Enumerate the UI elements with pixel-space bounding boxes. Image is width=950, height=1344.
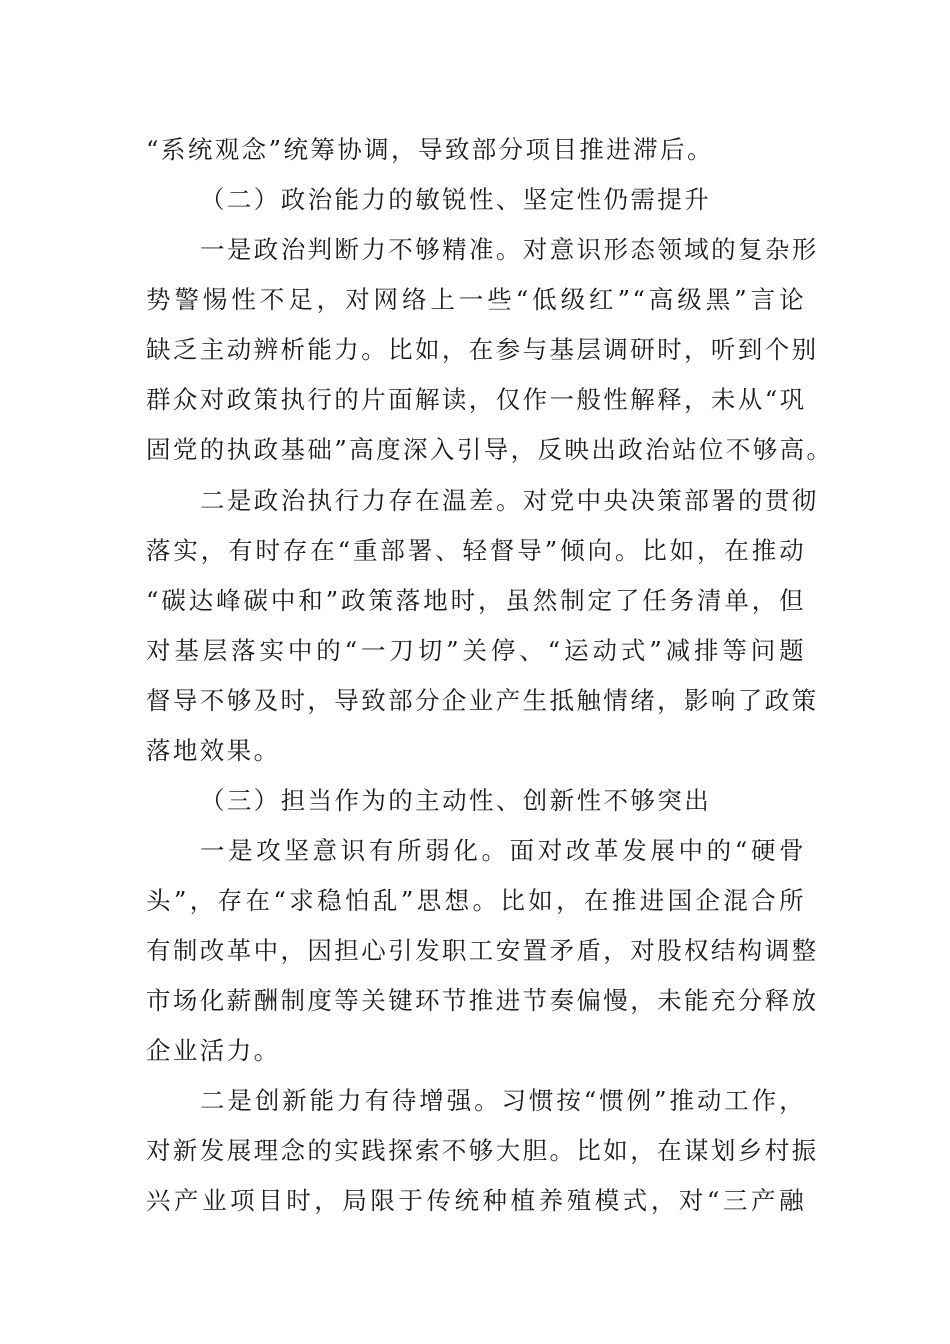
text-line: 有制改革中，因担心引发职工安置矛盾，对股权结构调整 <box>146 936 819 965</box>
text-line: 督导不够及时，导致部分企业产生抵触情绪，影响了政策 <box>146 686 819 715</box>
text-line: 头”，存在“求稳怕乱”思想。比如，在推进国企混合所 <box>146 886 806 915</box>
text-line: 群众对政策执行的片面解读，仅作一般性解释，未从“巩 <box>146 385 807 414</box>
text-line: 二是政治执行力存在温差。对党中央决策部署的贯彻 <box>200 486 819 515</box>
text-line: 一是攻坚意识有所弱化。面对改革发展中的“硬骨 <box>200 836 806 865</box>
text-line: “碳达峰碳中和”政策落地时，虽然制定了任务清单，但 <box>146 586 806 615</box>
text-line: 一是政治判断力不够精准。对意识形态领域的复杂形 <box>200 235 819 264</box>
text-line: 落实，有时存在“重部署、轻督导”倾向。比如，在推动 <box>146 536 806 565</box>
text-line: 对新发展理念的实践探索不够大胆。比如，在谋划乡村振 <box>146 1136 819 1165</box>
text-line: 市场化薪酬制度等关键环节推进节奏偏慢，未能充分释放 <box>146 986 819 1015</box>
text-line: 对基层落实中的“一刀切”关停、“运动式”减排等问题 <box>146 636 806 665</box>
section-heading: （三）担当作为的主动性、创新性不够突出 <box>200 786 712 815</box>
text-line: “系统观念”统筹协调，导致部分项目推进滞后。 <box>146 135 714 164</box>
text-line: 落地效果。 <box>146 736 281 765</box>
text-line: 兴产业项目时，局限于传统种植养殖模式，对“三产融 <box>146 1186 806 1215</box>
text-line: 企业活力。 <box>146 1036 281 1065</box>
text-line: 固党的执政基础”高度深入引导，反映出政治站位不够高。 <box>146 435 834 464</box>
text-line: 二是创新能力有待增强。习惯按“惯例”推动工作， <box>200 1086 806 1115</box>
text-line: 势警惕性不足，对网络上一些“低级红”“高级黑”言论 <box>146 285 806 314</box>
section-heading: （二）政治能力的敏锐性、坚定性仍需提升 <box>200 185 712 214</box>
text-line: 缺乏主动辨析能力。比如，在参与基层调研时，听到个别 <box>146 335 819 364</box>
